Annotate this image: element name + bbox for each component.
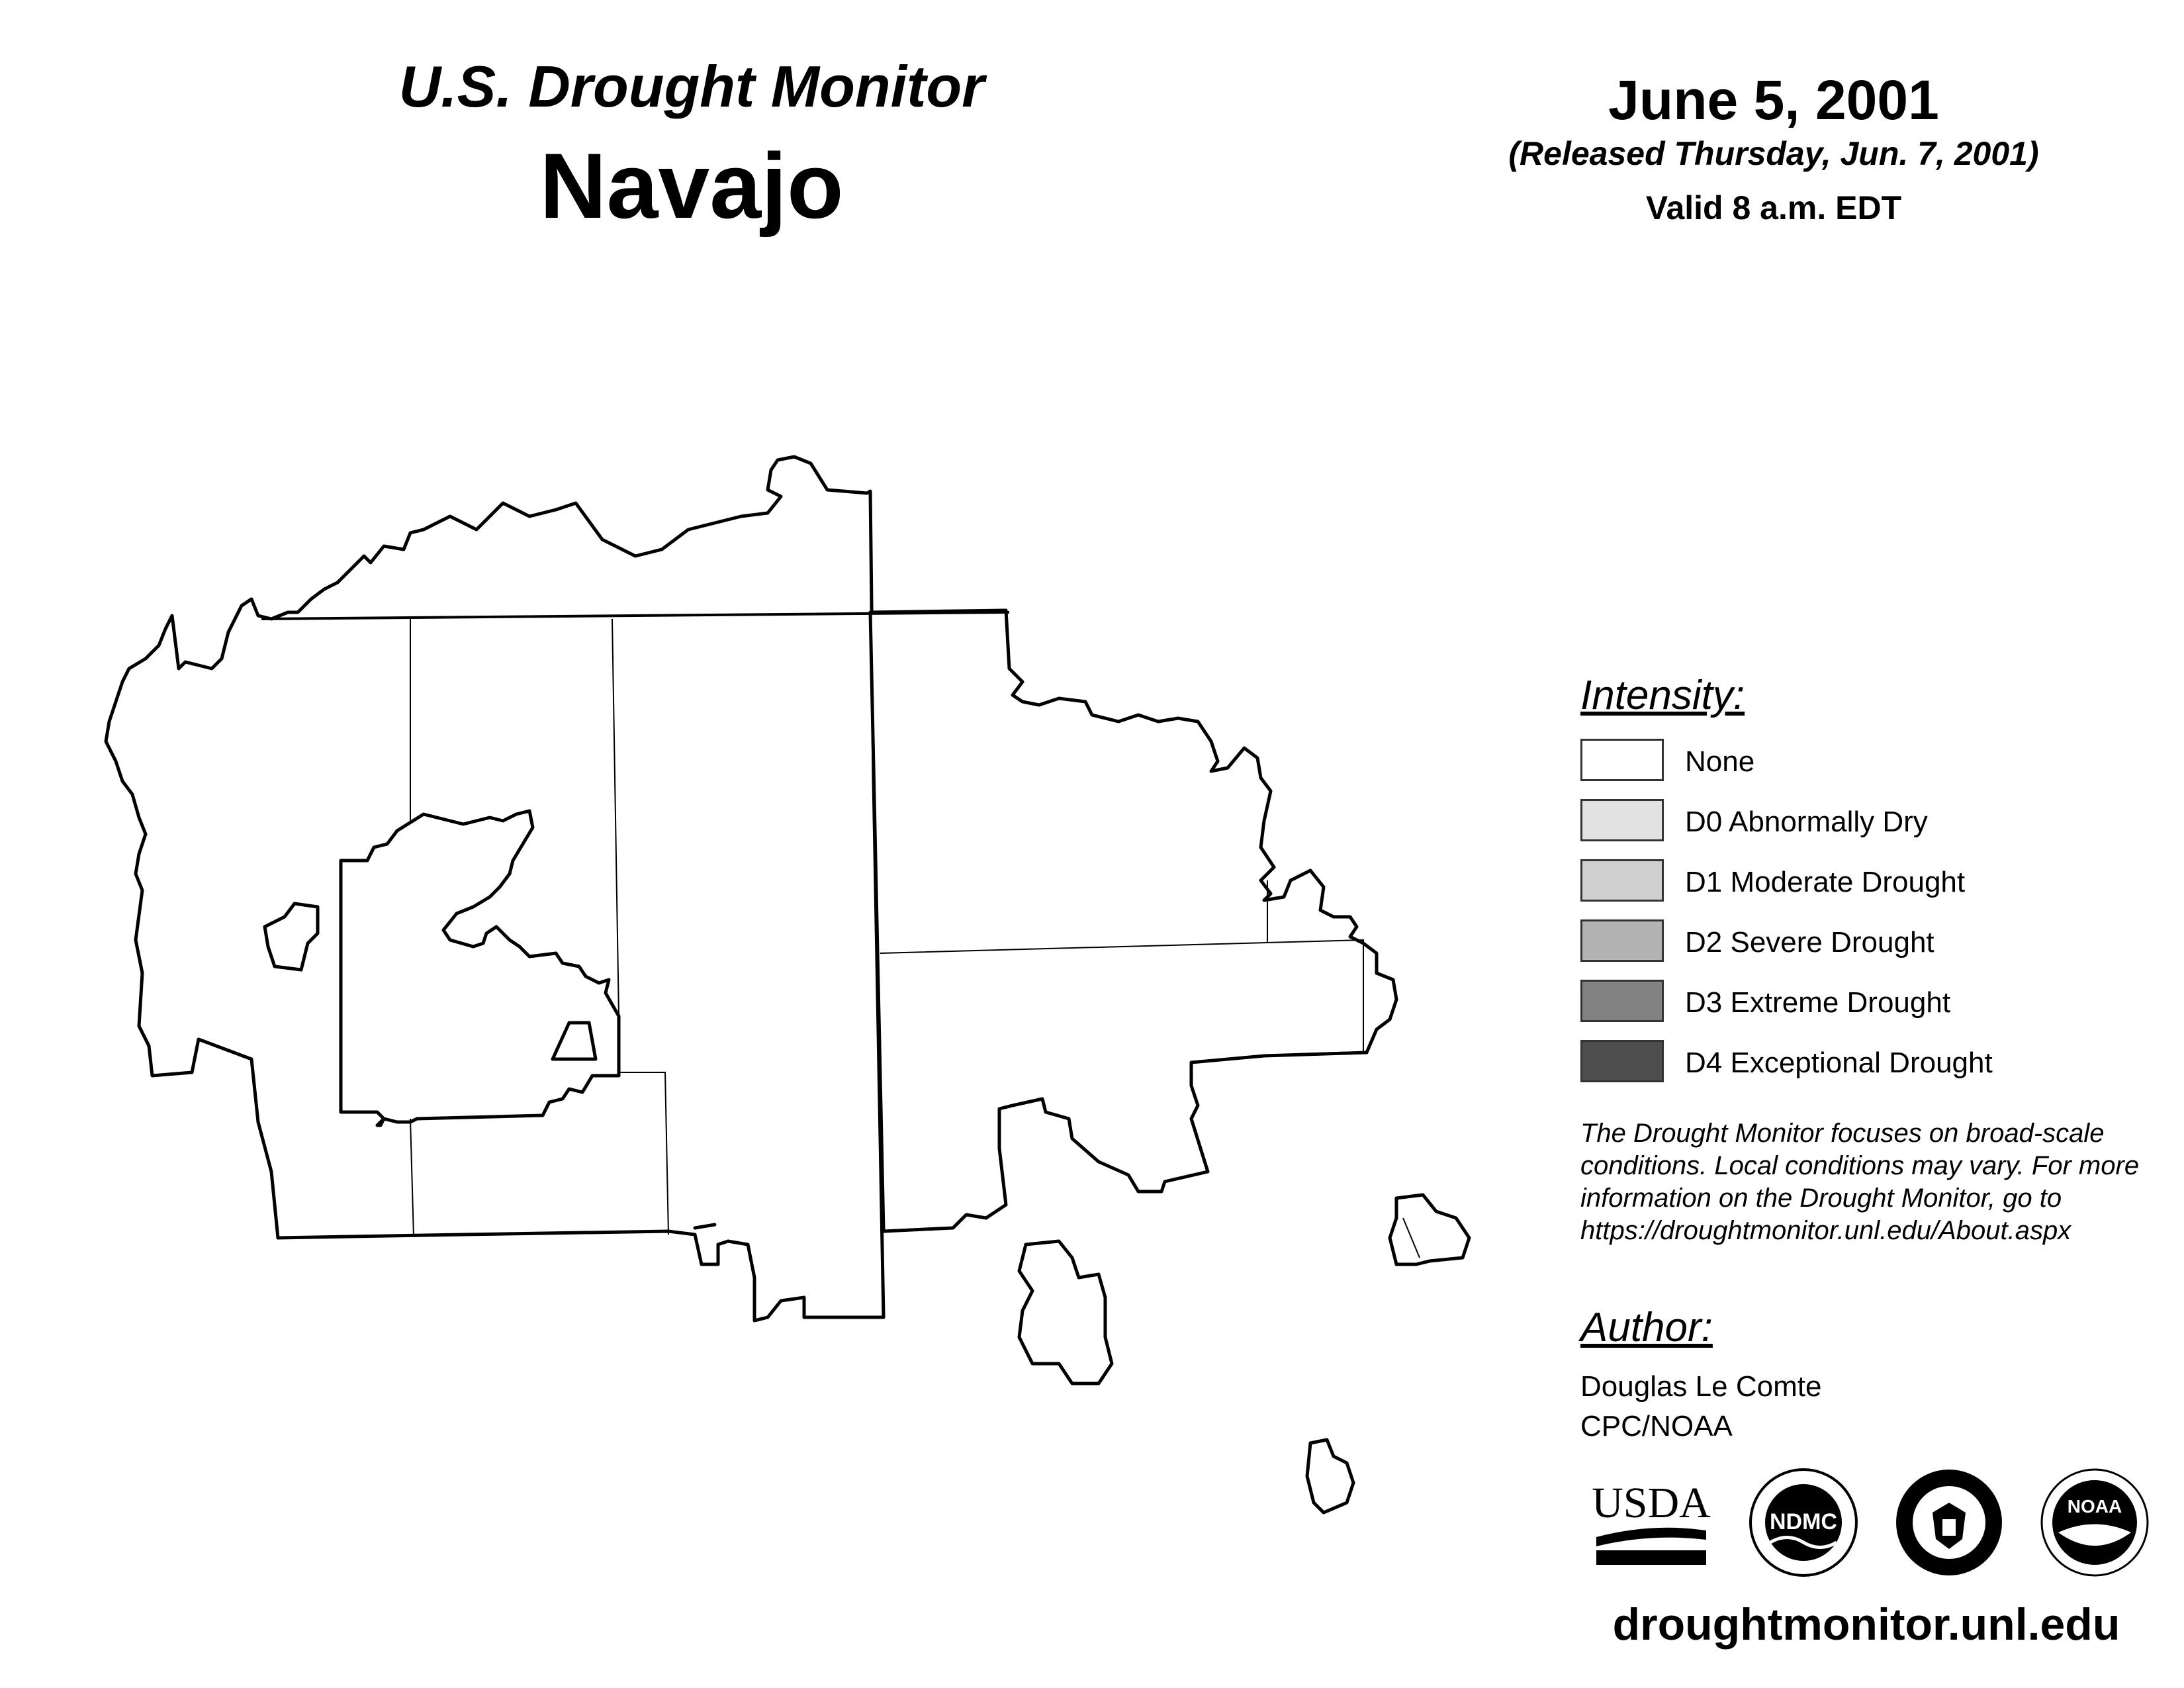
legend-item-d3 [1580, 980, 2163, 1040]
note-line: conditions. Local conditions may vary. For more [1580, 1151, 2140, 1180]
legend-item-d0 [1580, 799, 2163, 859]
valid-time: Valid 8 a.m. EDT [1645, 189, 1902, 227]
legend-swatch [1580, 1040, 1664, 1082]
noaa-logo [2038, 1466, 2151, 1579]
author-name: Douglas Le Comte [1580, 1370, 1822, 1403]
map-title: U.S. Drought Monitor [398, 54, 985, 119]
note-line: information on the Drought Monitor, go to [1580, 1184, 2062, 1213]
footer-url[interactable]: droughtmonitor.unl.edu [1612, 1599, 2120, 1650]
legend-label: D1 Moderate Drought [1685, 866, 1966, 898]
legend-label: D3 Extreme Drought [1685, 986, 1951, 1019]
legend-swatch [1580, 919, 1664, 962]
legend-swatch [1580, 980, 1664, 1022]
legend-item-none [1580, 739, 2163, 799]
usda-logo [1588, 1476, 1714, 1569]
note-link[interactable]: https://droughtmonitor.unl.edu/About.aspx [1580, 1216, 2071, 1245]
legend-item-d1 [1580, 859, 2163, 919]
legend-rows [1580, 739, 2163, 1100]
region-title: Navajo [539, 134, 844, 238]
legend-label: D2 Severe Drought [1685, 926, 1934, 959]
island-4 [1390, 1195, 1469, 1264]
legend-swatch [1580, 859, 1664, 902]
legend-swatch [1580, 799, 1664, 841]
author-title: Author: [1580, 1305, 1713, 1350]
region-east-outline [870, 610, 1396, 1231]
release-date: (Released Thursday, Jun. 7, 2001) [1508, 135, 2039, 173]
legend-label: D4 Exceptional Drought [1685, 1047, 1993, 1079]
date-block [1443, 70, 2105, 227]
legend-item-d4 [1580, 1040, 2163, 1100]
commerce-seal-logo [1893, 1466, 2005, 1579]
disclaimer-note [1580, 1117, 2176, 1247]
legend [1580, 672, 2163, 1100]
island-3 [1019, 1241, 1112, 1383]
island-5 [1307, 1440, 1353, 1513]
legend-label: None [1685, 745, 1755, 778]
legend-label: D0 Abnormally Dry [1685, 806, 1928, 838]
legend-title: Intensity: [1580, 673, 1745, 718]
ndmc-logo-text: NDMC [1770, 1509, 1837, 1534]
legend-item-d2 [1580, 919, 2163, 980]
ndmc-logo [1747, 1466, 1860, 1579]
usda-logo-text: USDA [1592, 1479, 1711, 1527]
noaa-logo-text: NOAA [2067, 1496, 2122, 1517]
legend-swatch [1580, 739, 1664, 781]
map-date: June 5, 2001 [1608, 69, 1939, 131]
author-org: CPC/NOAA [1580, 1410, 1733, 1442]
note-line: The Drought Monitor focuses on broad-scale [1580, 1119, 2105, 1148]
